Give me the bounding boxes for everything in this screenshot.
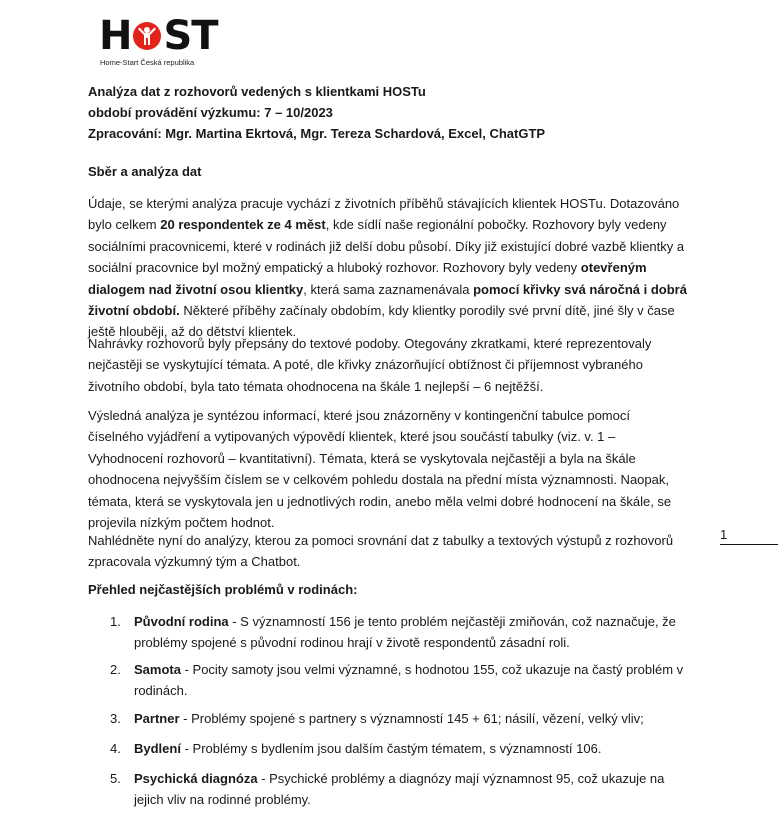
footnote-rule <box>720 544 778 545</box>
problem-term: Bydlení <box>134 741 181 756</box>
list-number: 5. <box>110 771 121 786</box>
p1-text-1: Údaje, se kterými analýza pracuje vychází z životních příběhů stávajících klientek HOSTu. Dotazováno bylo celkem <box>88 196 680 233</box>
list-number: 2. <box>110 662 121 677</box>
p1-text-3: , která sama zaznamenávala <box>303 281 474 297</box>
list-number: 4. <box>110 741 121 756</box>
problem-text: - Problémy s bydlením jsou dalším častým tématem, s významností 106. <box>180 741 602 756</box>
problem-text: - Psychické problémy a diagnózy mají významnost 95, což ukazuje na jejich vliv na rodinné problémy. <box>134 771 665 808</box>
problem-text: - Pocity samoty jsou velmi významné, s hodnotou 155, což ukazuje na častý problém v rodinách. <box>134 662 684 699</box>
paragraph-transcription: Nahrávky rozhovorů byly přepsány do textové podoby. Otegovány zkratkami, které reprezentovaly nejčastěji se vyskytující témata. A poté, dle křivky znázorňující obtížnost či příjemnost vybraného životního období, byla tato témata ohodnocena na škále 1 nejlepší – 6 nejtěžší. <box>88 336 652 394</box>
problem-term: Původní rodina <box>134 614 229 629</box>
p1-text-2: , kde sídlí naše regionální pobočky. Rozhovory byly vedeny sociálními pracovnicemi, které v rodinách již delší dobu působí. Díky již existující dobré vazbě klientky a sociální pracovnice byl možný empatický a hluboký rozhovor. Rozhovory byly vedeny <box>88 217 685 276</box>
p1-text-4: Některé příběhy začínaly obdobím, kdy klientky porodily své první dítě, jiné šly v čase ještě hlouběji, až do dětství klientek. <box>88 303 675 340</box>
logo-figure-icon <box>132 16 162 46</box>
footnote-marker: 1 <box>720 527 728 542</box>
host-logo <box>99 13 218 70</box>
problem-text: - Problémy spojené s partnery s významností 145 + 61; násilí, vězení, velký vliv; <box>179 711 644 726</box>
paragraph-intro-analysis: Nahlédněte nyní do analýzy, kterou za pomoci srovnání dat z tabulky a textových výstupů z rozhovorů zpracovala výzkumný tým a Chatbot. <box>88 533 674 570</box>
problem-term: Samota <box>134 662 181 677</box>
paragraph-data-collection <box>88 193 688 343</box>
p1-bold-3: pomocí křivky svá náročná i dobrá životní období. <box>88 281 687 319</box>
p1-bold-1: 20 respondentek ze 4 měst <box>160 217 326 233</box>
problem-text: - S významností 156 je tento problém nejčastěji zmiňován, což naznačuje, že problémy spojené s původní rodinou hrají v životě respondentů zásadní roli. <box>134 614 676 651</box>
problem-term: Partner <box>134 711 180 726</box>
paragraph-synthesis: Výsledná analýza je syntézou informací, které jsou znázorněny v kontingenční tabulce pomocí číselného vyjádření a vytipovaných výpovědí klientek, které jsou součástí tabulky (viz. v. 1 – Vyhodnocení rozhovorů – kvantitativní). Témata, která se vyskytovala nejčastěji a byla na škále ohodnocena nejvyšším číslem se v celkovém pohledu dostala na přední místa významnosti. Naopak, témata, která se vyskytovala jen u jednotlivých rodin, anebo měla velmi dobré hodnocení na škále, se projevila nízkým počtem hodnot. <box>88 408 672 531</box>
doc-title: Analýza dat z rozhovorů vedených s klientkami HOSTu <box>88 84 426 99</box>
logo-wordmark: H ST <box>99 13 218 59</box>
list-number: 1. <box>110 614 121 629</box>
section-title: Sběr a analýza dat <box>88 164 202 179</box>
problem-term: Psychická diagnóza <box>134 771 258 786</box>
logo-subtitle: Home-Start Česká republika <box>100 58 195 67</box>
overview-title: Přehled nejčastějších problémů v rodinách: <box>88 582 358 597</box>
list-number: 3. <box>110 711 121 726</box>
authors: Zpracování: Mgr. Martina Ekrtová, Mgr. Tereza Schardová, Excel, ChatGTP <box>88 126 546 141</box>
p1-bold-2: otevřeným dialogem nad životní osou klientky <box>88 260 647 297</box>
research-period: období provádění výzkumu: 7 – 10/2023 <box>88 105 333 120</box>
